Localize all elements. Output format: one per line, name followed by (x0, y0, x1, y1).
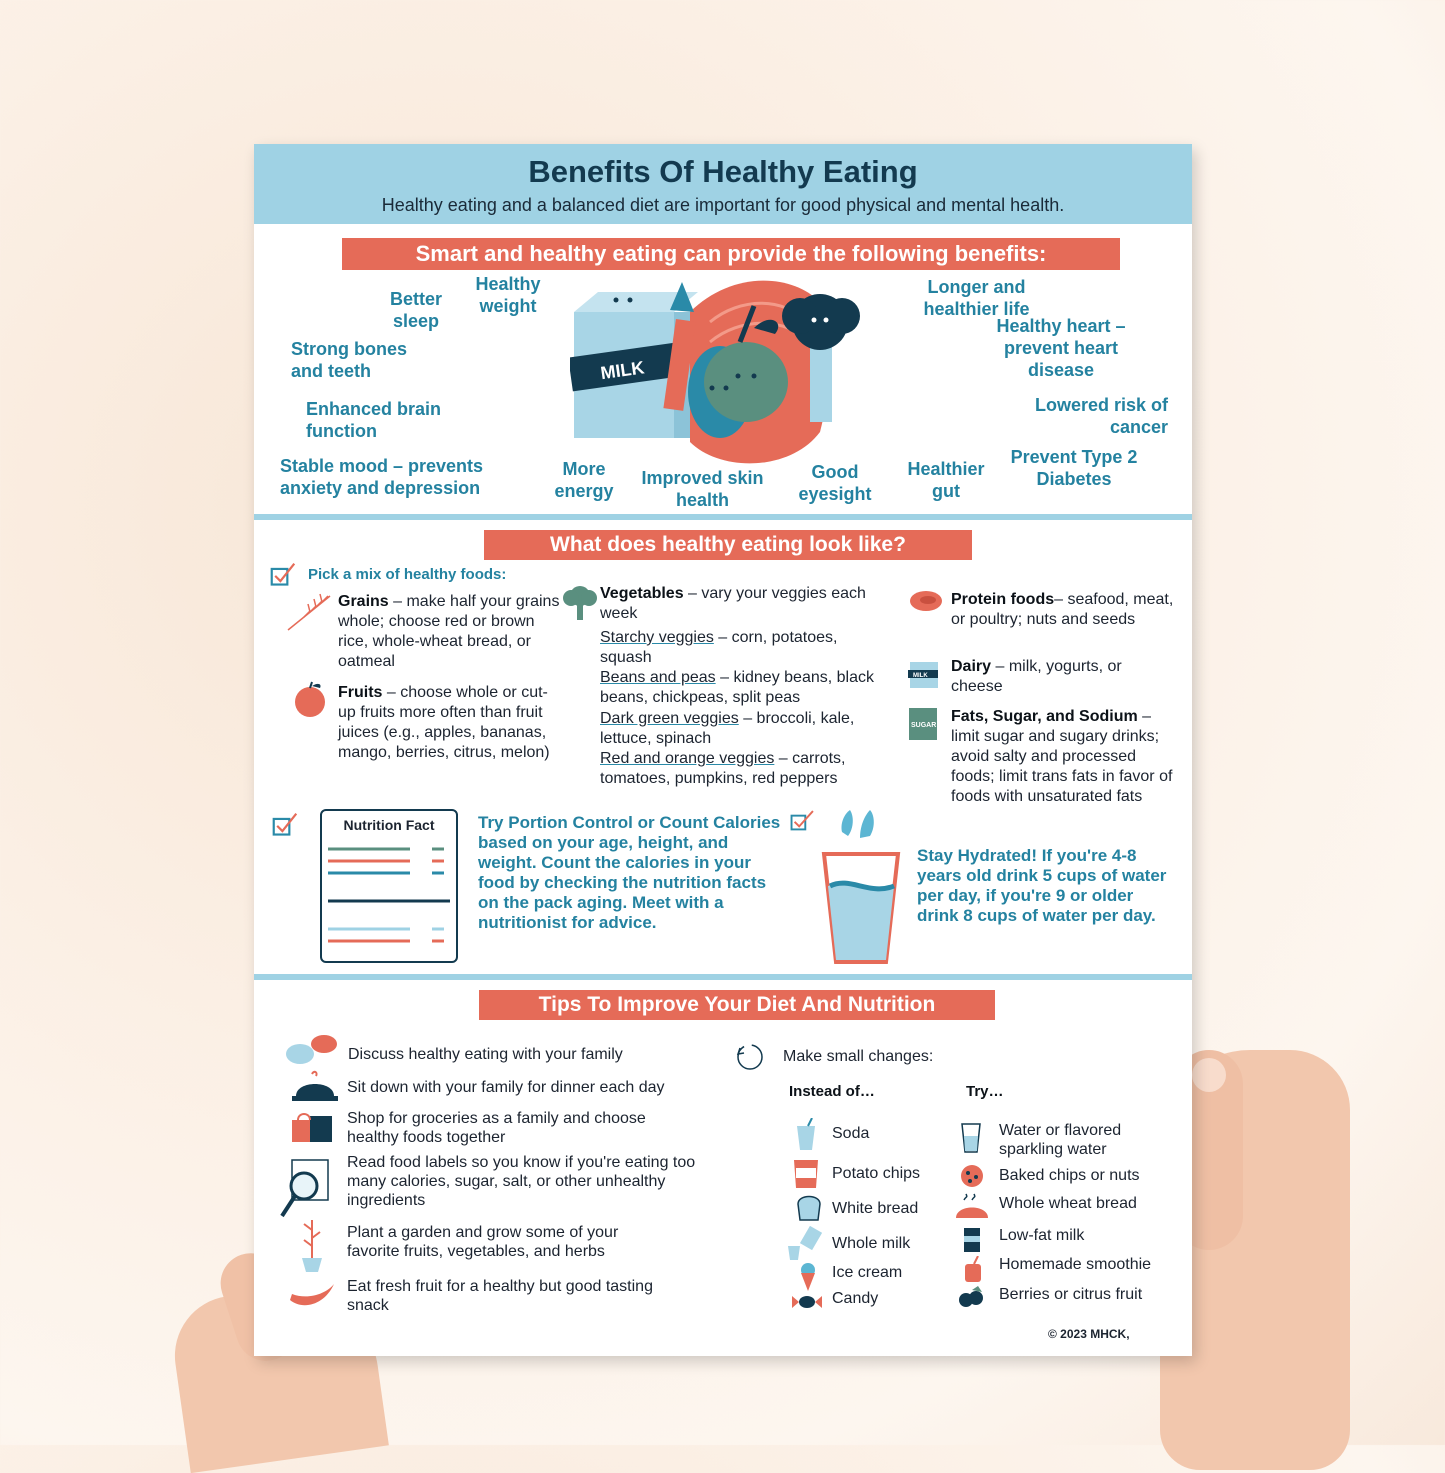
tips-banner: Tips To Improve Your Diet And Nutrition (479, 990, 995, 1020)
sugar-bag-icon (906, 706, 940, 742)
green-text (600, 709, 896, 749)
fats-title: Fats, Sugar, and Sodium (951, 708, 1138, 725)
apple-icon (292, 680, 328, 718)
dairy-icon-label: MILK (913, 673, 928, 679)
look-banner: What does healthy eating look like? (484, 530, 972, 560)
copyright: © 2023 MHCK, (1048, 1327, 1130, 1341)
benefit-brain: Enhanced brain function (306, 399, 442, 441)
flyer-header (254, 144, 1192, 224)
green-desc: – broccoli, kale, lettuce, spinach (600, 710, 855, 747)
grains-text (338, 592, 568, 672)
dinner-cloche-icon (292, 1068, 338, 1104)
portion-control-text: Try Portion Control or Count Calories based on your age, height, and weight. Count the calories in your food by checking the nutrition facts on the pack aging. Meet with a nutritionist for advice. (478, 813, 781, 932)
beans-desc: – kidney beans, black beans, chickpeas, split peas (600, 669, 874, 706)
benefit-cancer: Lowered risk of cancer (1034, 395, 1168, 437)
benefit-energy: More energy (554, 459, 614, 501)
fruits-text (338, 683, 563, 763)
dairy-desc: – milk, yogurts, or cheese (951, 658, 1122, 695)
soda-cup-icon (794, 1118, 818, 1152)
smoothie-icon (962, 1256, 984, 1284)
low-fat-milk-icon (962, 1224, 982, 1254)
berries-icon (956, 1286, 988, 1312)
fats-desc: – limit sugar and sugary drinks; avoid salty and processed foods; limit trans fats in favor of foods with unsaturated fats (951, 708, 1173, 805)
checkbox-icon (270, 562, 296, 588)
healthy-food-illustration (570, 272, 890, 472)
fruits-title: Fruits (338, 684, 383, 701)
benefit-healthy-weight: Healthy weight (475, 274, 541, 316)
dairy-title: Dairy (951, 658, 992, 675)
refresh-cycle-icon (734, 1042, 766, 1072)
benefits-banner: Smart and healthy eating can provide the following benefits: (342, 238, 1120, 270)
try-item: Water or flavored sparkling water (999, 1122, 1122, 1158)
benefit-gut: Healthier gut (907, 459, 985, 501)
ice-cream-icon (798, 1262, 818, 1292)
fruits-desc: – choose whole or cut-up fruits more often than fruit juices (e.g., apples, bananas, mango, berries, citrus, melon) (338, 684, 550, 761)
nutrition-facts-label (320, 809, 458, 963)
water-glass-small-icon (960, 1122, 982, 1154)
tip-item: Eat fresh fruit for a healthy but good tasting snack (347, 1278, 653, 1314)
red-title: Red and orange veggies (600, 750, 775, 767)
tip-item: Sit down with your family for dinner each day (347, 1079, 665, 1096)
fats-text (951, 707, 1179, 807)
instead-header: Instead of… (789, 1083, 875, 1100)
broccoli-icon (562, 582, 598, 622)
page-subtitle: Healthy eating and a balanced diet are important for good physical and mental health. (381, 195, 1065, 215)
milk-pour-icon (786, 1226, 822, 1262)
wheat-icon (286, 592, 334, 632)
tip-item: Read food labels so you know if you're eating too many calories, sugar, salt, or other unhealthy ingredients (347, 1154, 696, 1209)
bread-slice-icon (794, 1192, 824, 1222)
sugar-icon-label: SUGAR (911, 722, 937, 729)
wheat-bread-icon (954, 1192, 990, 1220)
try-header: Try… (966, 1083, 1004, 1100)
tip-item: Plant a garden and grow some of your favorite fruits, vegetables, and herbs (347, 1224, 619, 1260)
instead-item: Ice cream (832, 1264, 903, 1281)
checkbox-icon (790, 808, 816, 834)
try-item: Low-fat milk (999, 1227, 1085, 1244)
instead-item: White bread (832, 1200, 919, 1217)
tip-item: Discuss healthy eating with your family (348, 1046, 623, 1063)
try-item: Homemade smoothie (999, 1256, 1152, 1273)
shopping-bags-icon (290, 1108, 334, 1144)
hydrate-text: Stay Hydrated! If you're 4-8 years old drink 5 cups of water per day, if you're 9 or older drink 8 cups of water per day. (917, 846, 1167, 925)
baked-chips-icon (958, 1163, 986, 1189)
veg-title: Vegetables (600, 585, 684, 602)
tip-item: Shop for groceries as a family and choose healthy foods together (347, 1110, 646, 1146)
section-divider (254, 974, 1192, 980)
green-title: Dark green veggies (600, 710, 739, 727)
protein-text (951, 590, 1176, 630)
benefit-longer-life: Longer and healthier life (923, 277, 1030, 319)
protein-title: Protein foods (951, 591, 1055, 608)
potato-chips-icon (792, 1158, 820, 1190)
instead-item: Whole milk (832, 1235, 911, 1252)
benefit-diabetes: Prevent Type 2 Diabetes (1010, 447, 1138, 489)
red-desc: – carrots, tomatoes, pumpkins, red peppers (600, 750, 846, 787)
benefit-strong-bones: Strong bones and teeth (291, 339, 407, 381)
grains-title: Grains (338, 593, 389, 610)
try-item: Whole wheat bread (999, 1195, 1137, 1212)
try-item: Berries or citrus fruit (999, 1286, 1143, 1303)
benefit-mood: Stable mood – prevents anxiety and depression (280, 456, 484, 498)
starchy-text (600, 628, 890, 668)
beans-text (600, 668, 890, 708)
checkbox-icon (272, 812, 298, 838)
benefit-heart: Healthy heart – prevent heart disease (996, 316, 1126, 380)
instead-item: Candy (832, 1290, 879, 1307)
steak-icon (908, 588, 944, 614)
nutrition-facts-title: Nutrition Fact (343, 817, 435, 833)
section-divider (254, 514, 1192, 520)
starchy-title: Starchy veggies (600, 629, 714, 646)
protein-desc: – seafood, meat, or poultry; nuts and seeds (951, 591, 1174, 628)
magnifier-label-icon (280, 1158, 330, 1220)
beans-title: Beans and peas (600, 669, 716, 686)
instead-item: Potato chips (832, 1165, 921, 1182)
benefit-skin: Improved skin health (641, 468, 764, 510)
dairy-text (951, 657, 1176, 697)
plant-pot-icon (300, 1216, 324, 1274)
red-orange-text (600, 749, 896, 789)
page-title: Benefits Of Healthy Eating (528, 154, 918, 189)
banana-icon (288, 1280, 336, 1310)
chat-bubbles-icon (284, 1032, 340, 1068)
candy-icon (792, 1292, 822, 1312)
milk-carton-icon (908, 656, 940, 690)
benefit-eyesight: Good eyesight (798, 462, 872, 504)
milk-carton-label: MILK (599, 357, 646, 384)
pick-mix-heading: Pick a mix of healthy foods: (308, 566, 507, 583)
grains-desc: – make half your grains whole; choose red or brown rice, whole-wheat bread, or oatmeal (338, 593, 560, 670)
starchy-desc: – corn, potatoes, squash (600, 629, 838, 666)
small-changes-heading: Make small changes: (783, 1048, 934, 1065)
flyer-sheet (254, 144, 1192, 1356)
benefit-better-sleep: Better sleep (389, 289, 442, 331)
water-glass-icon (820, 806, 902, 968)
try-item: Baked chips or nuts (999, 1167, 1140, 1184)
instead-item: Soda (832, 1125, 870, 1142)
veg-desc: – vary your veggies each week (600, 585, 866, 622)
vegetables-text (600, 584, 880, 624)
